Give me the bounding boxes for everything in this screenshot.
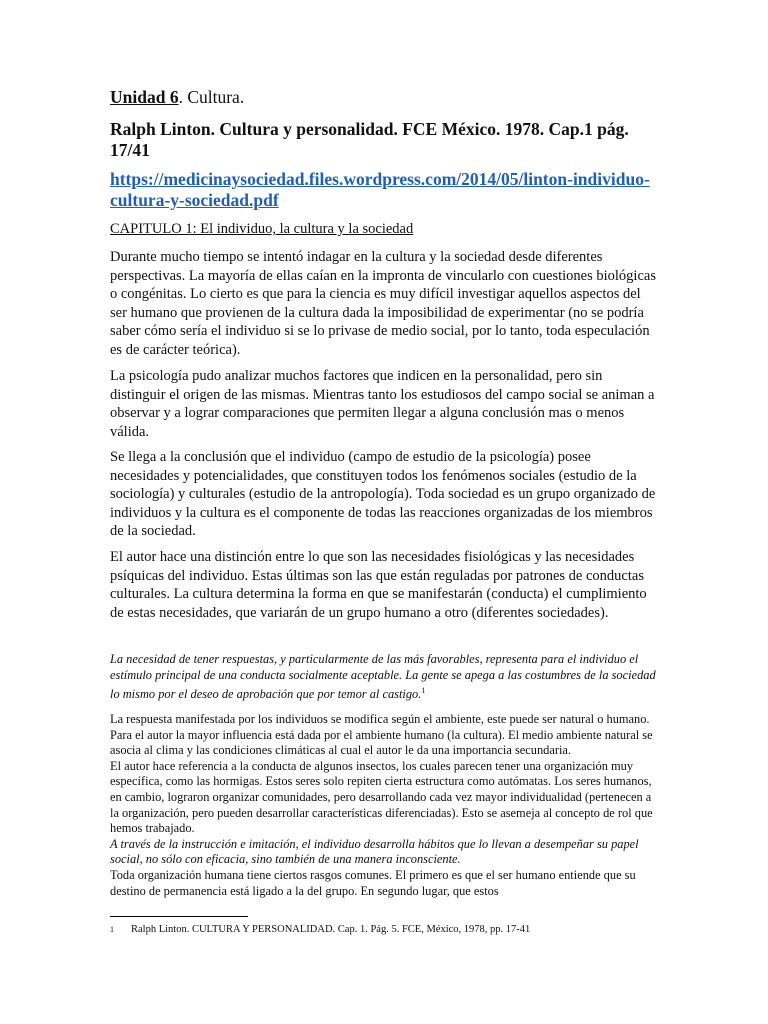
bibliographic-reference: Ralph Linton. Cultura y personalidad. FCE México. 1978. Cap.1 pág. 17/41 [110,119,629,160]
block-quote [110,651,662,702]
unit-number: Unidad 6 [110,87,179,107]
source-link[interactable]: https://medicinaysociedad.files.wordpress.com/2014/05/linton-individuo-cultura-y-sociedad.pdf [110,169,650,210]
paragraph: El autor hace una distinción entre lo que son las necesidades fisiológicas y las necesidades psíquicas del individuo. Estas últimas son las que están reguladas por patrones de conductas culturales. La cultura determina la forma en que se manifestarán (conducta) el cumplimiento de estas necesidades, que variarán de un grupo humano a otro (diferentes sociedades). [110,549,647,621]
chapter-title: CAPITULO 1: El individuo, la cultura y la sociedad [110,221,414,237]
footnote [110,923,530,936]
unit-title: . Cultura. [178,87,245,107]
paragraph: La psicología pudo analizar muchos factores que indicen en la personalidad, pero sin distinguir el origen de las mismas. Mientras tanto los estudiosos del campo social se animan a observar y a lograr comparaciones que permiten llegar a alguna conclusión mas o menos válida. [110,368,655,440]
paragraph: La respuesta manifestada por los individuos se modifica según el ambiente, este puede ser natural o humano. Para el autor la mayor influencia está dada por el ambiente humano (la cultura). El medio ambiente natural se asocia al clima y las condiciones climáticas al cual el autor le da una importancia secundaria. [110,712,653,758]
footnote-text: Ralph Linton. CULTURA Y PERSONALIDAD. Cap. 1. Pág. 5. FCE, México, 1978, pp. 17-41 [131,924,531,935]
paragraph: Toda organización humana tiene ciertos rasgos comunes. El primero es que el ser humano entiende que su destino de permanencia está ligado a la del grupo. En segundo lugar, que estos [110,867,636,898]
body-text-small [110,712,662,899]
quote-text: La necesidad de tener respuestas, y particularmente de las más favorables, representa para el individuo el estímulo principal de una conducta socialmente aceptable. La gente se apega a las costumbres de la sociedad lo mismo por el deseo de aprobación que por temor al castigo. [110,652,656,702]
paragraph: El autor hace referencia a la conducta de algunos insectos, los cuales parecen tener una organización muy específica, como las hormigas. Estos seres solo repiten cierta estructura como autómatas. Los seres humanos, en cambio, lograron organizar comunidades, pero desarrollando cada vez mayor individualidad (pertenecen a la organización, pero pueden desarrollar características diferenciadas). Esto se asemeja al concepto de rol que hemos trabajado. [110,758,653,836]
footnote-reference[interactable]: 1 [421,686,426,695]
paragraph: Se llega a la conclusión que el individuo (campo de estudio de la psicología) posee necesidades y potencialidades, que constituyen todos los fenómenos sociales (estudio de la sociología) y culturales (estudio de la antropología). Toda sociedad es un grupo organizado de individuos y la cultura es el componente de todas las reacciones organizadas de los miembros de la sociedad. [110,449,656,539]
paragraph: Durante mucho tiempo se intentó indagar en la cultura y la sociedad desde diferentes perspectivas. La mayoría de ellas caían en la impronta de vincularlo con cuestiones biológicas o congénitas. Lo cierto es que para la ciencia es muy difícil investigar aquellos aspectos del ser humano que provienen de la cultura dada la imposibilidad de experimentar (no se podría saber cómo sería el individuo si se lo privase de medio social, por lo tanto, toda especulación es de carácter teórica). [110,249,656,358]
paragraph-italic: A través de la instrucción e imitación, el individuo desarrolla hábitos que lo llevan a desempeñar su papel social, no sólo con eficacia, sino también de una manera inconsciente. [110,836,639,867]
unit-heading [110,86,244,108]
footnote-separator [110,916,248,917]
footnote-number: 1 [110,925,114,934]
